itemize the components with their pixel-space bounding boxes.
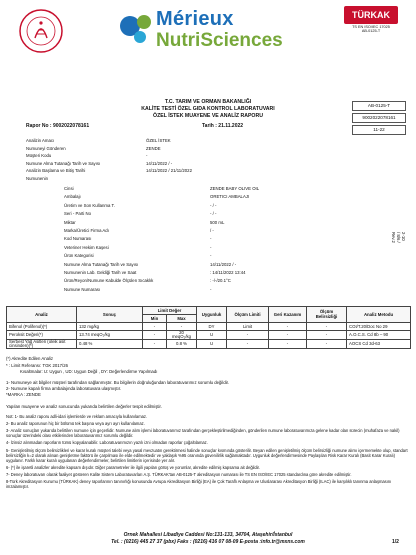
disclaimer-line: 2- Numune kapalı firma ambalajında laboratuvara ulaşmıştır. [6, 385, 122, 391]
note-item: 4- İzinsiz alınmadan raporların tümü kopyalanabilir. Laboratuvarımızın yazılı izni olmadan raporlar çoğaltılamaz. [6, 440, 208, 446]
notes-section [6, 414, 410, 491]
report-number: Rapor No : 9002022078161 [26, 123, 90, 129]
sample-row: Veteriner Hekim Kaşesi - [64, 244, 212, 250]
brand-bottom-text: NutriSciences [156, 30, 283, 51]
table-row: Peroksit Değeri(*) 13.74 meqO₂/kg - 20 meqO₂/kg U - - - A.O.C.S. Cd 8b – 90 [7, 331, 411, 340]
closing-statement: Yapılan muayene ve analiz sonucunda yukarıda belirtilen değerler tespit edilmiştir. [6, 404, 162, 409]
table-row: Serbest Yağ Asitleri (oleik asit cinsinden)(*) 0.48 % - 0.8 % U - - - AOCS Cd 3d-63 [7, 339, 411, 348]
col-metot: Analiz Metodu [347, 307, 411, 323]
info-row: Analizin Başlama ve Bitiş Tarihi 14/11/2022 / 21/11/2022 [26, 168, 192, 174]
sample-row: Marka/Üretici Firma Adı / - [64, 227, 214, 233]
col-max: Max [167, 315, 197, 323]
table-row: Bifenol (Polifenol)(*) 132 mg/kg - - DY Limit - - COI/T.20/Doc No 29 [7, 323, 411, 331]
badge-month: 11-22 [352, 125, 406, 135]
side-revision-note: 2-10 / 8/6 / Rev.2 [390, 232, 406, 243]
sample-row: Üretim ve Son Kullanma T. - / - [64, 202, 217, 208]
badge-report-number: 9002022078161 [352, 113, 406, 123]
ministry-seal-icon [18, 8, 64, 54]
sample-section [64, 186, 354, 295]
turkak-logo-text: TÜRKAK [344, 6, 398, 24]
info-row: Numunenin [26, 175, 48, 181]
sample-row: Miktar 500 mL [64, 219, 225, 225]
info-section [26, 138, 326, 184]
report-date: Tarih : 21.11.2022 [202, 123, 244, 129]
info-row: Numune Alma Tutanağı Tarih ve Sayısı 14/11/2022 / - [26, 160, 173, 166]
note-item: 6- (*) ile işaretli analizler akredite kapsam dışıdır. Diğer parametreler ile ilgili yapılan görüş ve yorumlar, akredite edilmiş kapsama ait değildir. [6, 464, 260, 470]
brand-top-text: Mérieux [156, 8, 234, 30]
sample-row: Ürün Kategorisi - [64, 253, 212, 259]
results-table [6, 306, 411, 349]
col-uygunluk: Uygunluk [197, 307, 227, 323]
sample-row: Kod Numarası - [64, 236, 212, 242]
report-title: ÖZEL İSTEK MUAYENE VE ANALİZ RAPORU [153, 113, 263, 119]
note-item: 5- Genişletilmiş ölçüm belirsizlikleri ve karar kuralı müşteri talebi veya yasal mevzuatın gerektirmesi halinde sonuçlar kısmında gösterilir. Beyan edilen genişletilmiş ölçüm belirsizliği numune alımı içermemekte olup, standart belirsizliğin k=2 olarak alınan genişletme faktörü ile çarpılması ile elde edilmektedir ve yaklaşık %95 oranında güvenilirlik sağlamaktadır. Uygunluk değerlendirmesinde Paylaşılan Risk Karar Kuralı (Basit Karar Kuralı) uygulanır. Farklı karar kuralı uygulanan değerlendirmeler, belirtilen limitlerin içerisinde yer alır. [6, 447, 408, 463]
badge-accreditation-code: AB-0125-T [352, 101, 406, 111]
lab-title: KALİTE TESTİ ÖZEL GIDA KONTROL LABORATUVARI [141, 106, 275, 112]
page-number: 1/2 [392, 539, 399, 545]
sample-row: Numunenin Lab. Geldiği Tarih ve Saat : 14/11/2022 13:44 [64, 269, 246, 275]
turkak-code-text: AB-0125-T [361, 29, 381, 33]
sample-row: Ürün/Reyon/Numune Kabulde Ölçülen Sıcaklık : -/-/20.1°C [64, 278, 231, 284]
col-sonuc: Sonuç [77, 307, 143, 323]
sample-row: Numune Numarası - [64, 286, 212, 292]
legend-section [6, 356, 306, 377]
col-geri-kazanim: Geri Kazanım [269, 307, 307, 323]
note-item: 2- Bu analiz raporunun hiç bir bölümü tek başına veya ayrı ayrı kullanılamaz. [6, 421, 145, 427]
legend-line: * : Limit Referansı: TGK 2017/26 [6, 362, 69, 368]
sample-row: Ambalajı ORETICI AMBALAJI [64, 194, 250, 200]
info-row: Müşteri Kodu - [26, 153, 148, 159]
col-min: Min [143, 315, 167, 323]
legend-line: (*) Akredite Edilen Analiz [6, 356, 54, 361]
ministry-title: T.C. TARIM VE ORMAN BAKANLIĞI [164, 99, 252, 105]
note-item: 3- Analiz sonuçları yukarıda belirtilen numune için geçerlidir. Numune alım işlemi laboratuvarımız tarafından gerçekleştirilmediğinden, gönderilen numune laboratuvarımıza gelene kadar olan sürecin (muhafaza ve nakil) sonuçlar üzerindeki olası etkilerinden laboratuvarımız sorumlu değildir. [6, 428, 400, 439]
sample-row: Cinsi ZENDE BABY OLIVE OIL [64, 186, 260, 191]
turkak-standard-text: TS EN ISO/IEC 17025 [352, 25, 390, 29]
turkak-accreditation-mark [344, 6, 404, 46]
col-olcum-limiti: Ölçüm Limiti [227, 307, 269, 323]
note-item: Not: 1- Bu analiz raporu adli-idari işlemlerde ve reklam amacıyla kullanılamaz. [6, 414, 148, 419]
footer-address: Ornek Mahallesi Libadiye Caddesi No:131-133, 34704, Ataşehir/İstanbul [123, 532, 293, 538]
info-row: Analizin Amacı ÖZEL İSTEK [26, 138, 171, 143]
col-analiz: Analiz [7, 307, 77, 323]
note-item: 7- Deney laboratuvarı olarak faaliyet gösteren Kalite Sistem Laboratuvarları A.Ş. TÜRKAK'tan AB-0125-T akreditasyon numarası ile TS EN ISO/IEC 17025 standardına göre akredite edilmiştir. [6, 471, 352, 477]
sample-row: Numune Alma Tutanağı Tarih ve Sayısı 14/11/2022 / - [64, 261, 237, 267]
note-item: 8-Türk Akreditasyon Kurumu (TÜRKAK) deney raporlarının tanınırlığı konusunda Avrupa Akreditasyon Birliği (EA) ile Çok Taraflı Anlaşma ve Uluslararası Akreditasyon Birliği (ILAC) ile karşılıklı tanınma anlaşmasını imzalamıştır. [6, 479, 392, 490]
col-limit: Limit Değer [143, 307, 197, 315]
disclaimer-line: 1- Numuneye ait bilgiler müşteri tarafından sağlanmıştır. Bu bilgilerin doğruluğundan laboratuvarımız sorumlu değildir. [6, 380, 230, 385]
info-row: Numuneyi Gönderen ZENDE [26, 145, 161, 151]
col-belirsizlik: Ölçüm Belirsizliği [307, 307, 347, 323]
footer-contact: Tel. : (0216) 445 27 37 (pbx) Faks : (0216) 416 07 08-09 E-posta :info.tr@mxns.com [111, 539, 305, 545]
disclaimer-section [6, 380, 406, 397]
merieux-nutrisciences-logo [110, 6, 310, 56]
disclaimer-line: *MARKA : ZENDE [6, 391, 41, 397]
sample-row: Seri - Parti No - / - [64, 211, 217, 217]
legend-line: Kısaltmalar: U: Uygun , UD: Uygun Değil , DY: Değerlendirme Yapılmadı [20, 369, 158, 375]
